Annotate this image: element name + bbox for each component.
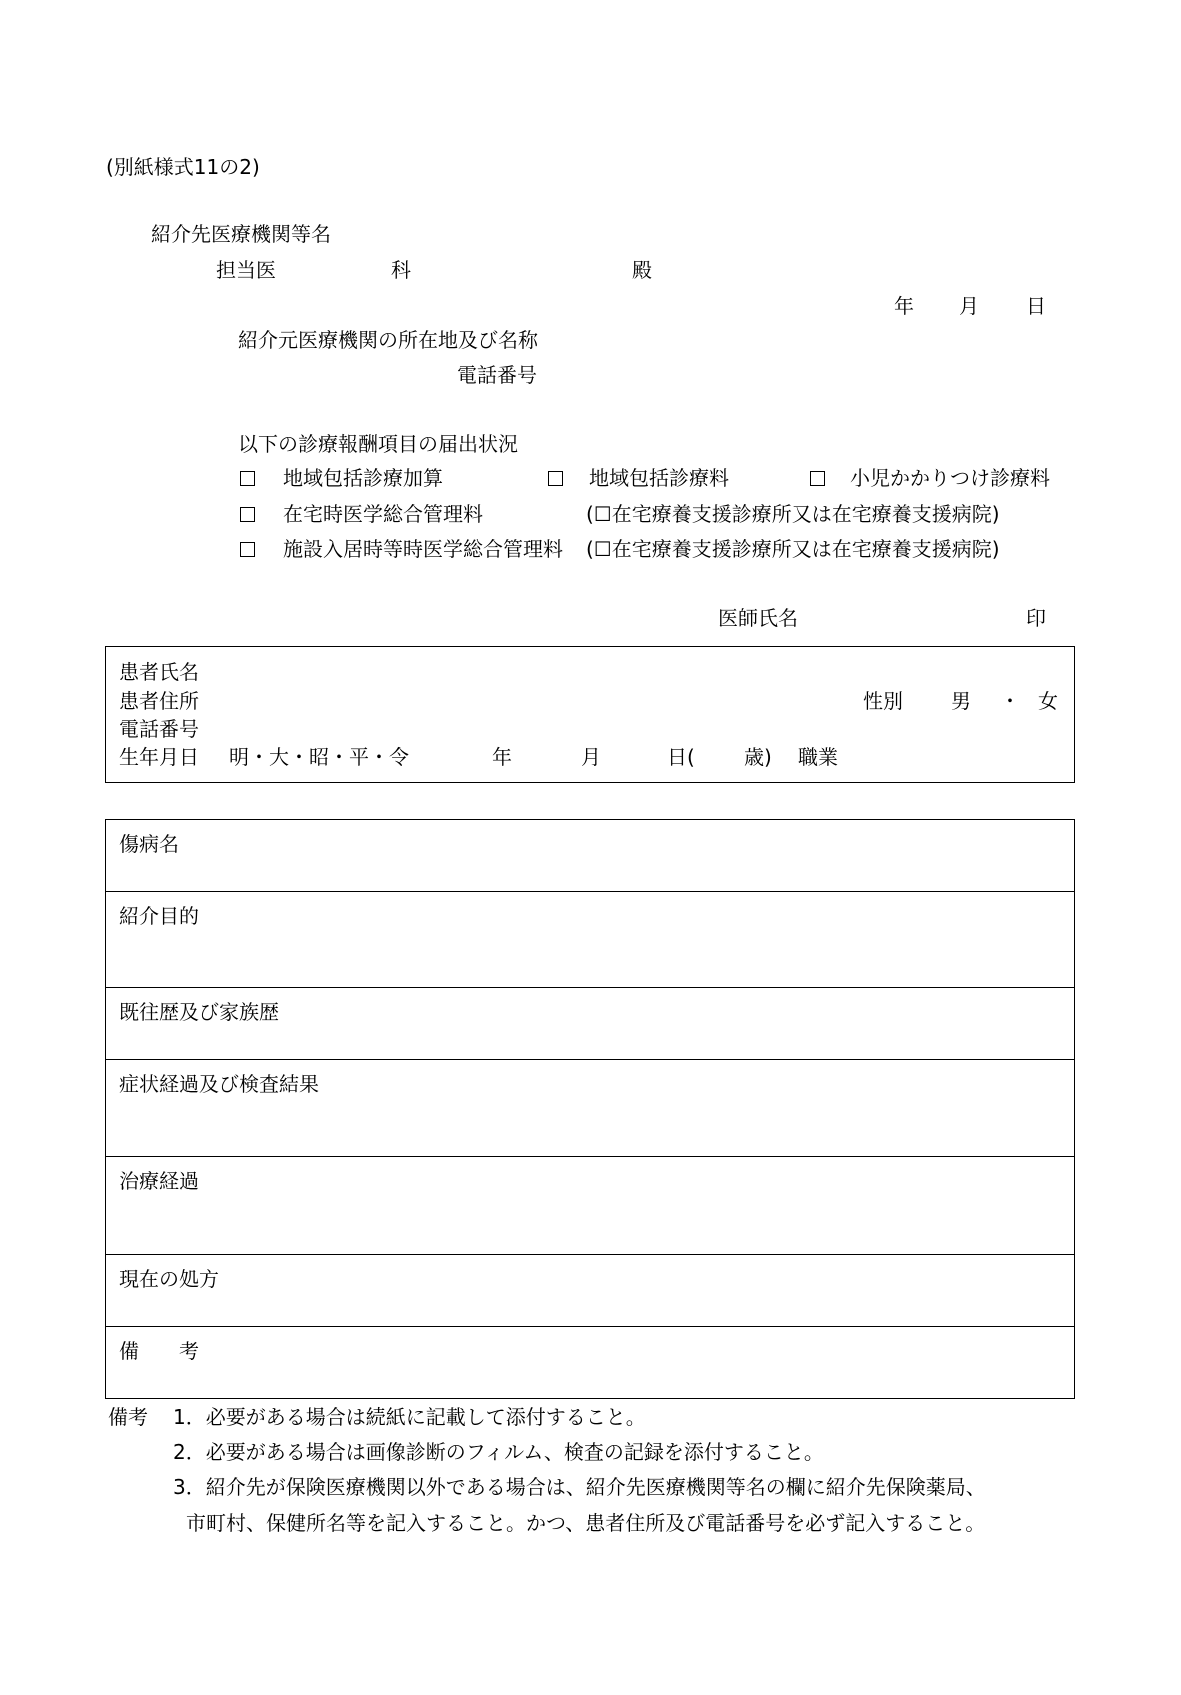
- note-item: 2．必要がある場合は画像診断のフィルム、検査の記録を添付すること。: [173, 1440, 824, 1464]
- section-label: 紹介目的: [119, 904, 199, 928]
- origin-label: 紹介元医療機関の所在地及び名称: [238, 328, 538, 352]
- section-label: 既往歴及び家族歴: [119, 1000, 279, 1024]
- physician-name-label: 医師氏名: [718, 606, 798, 630]
- doctor-label: 担当医: [216, 258, 276, 282]
- occupation-label: 職業: [798, 745, 838, 769]
- dept-label: 科: [391, 258, 411, 282]
- honorific: 殿: [632, 258, 652, 282]
- sex-male: 男: [951, 689, 971, 713]
- sex-label: 性別: [863, 689, 903, 713]
- section-diagnosis: [106, 820, 1074, 892]
- checkbox-note: (☐在宅療養支援診療所又は在宅療養支援病院): [586, 502, 1000, 526]
- note-item: 3．紹介先が保険医療機関以外である場合は、紹介先医療機関等名の欄に紹介先保険薬局、: [173, 1475, 986, 1499]
- patient-address-label: 患者住所: [119, 689, 199, 713]
- sex-separator: ・: [1000, 689, 1020, 713]
- patient-phone-label: 電話番号: [119, 717, 199, 741]
- checkbox-label: 小児かかりつけ診療料: [850, 466, 1050, 490]
- seal-label: 印: [1026, 606, 1046, 630]
- section-label: 傷病名: [119, 832, 179, 856]
- section-history: [106, 988, 1074, 1060]
- form-id: (別紙様式11の2): [106, 155, 260, 179]
- era-options: 明・大・昭・平・令: [229, 745, 409, 769]
- checkbox-item-4[interactable]: [240, 507, 255, 522]
- patient-name-label: 患者氏名: [119, 660, 199, 684]
- checkbox-item-5[interactable]: [240, 542, 255, 557]
- note-item: 市町村、保健所名等を記入すること。かつ、患者住所及び電話番号を必ず記入すること。: [186, 1511, 986, 1535]
- date-year: 年: [894, 294, 914, 318]
- date-month: 月: [959, 294, 979, 318]
- section-symptoms: [106, 1060, 1074, 1157]
- note-item: 1．必要がある場合は続紙に記載して添付すること。: [173, 1405, 646, 1429]
- checkbox-label: 地域包括診療料: [589, 466, 729, 490]
- checkbox-item-1[interactable]: [240, 471, 255, 486]
- age-label: 歳): [744, 745, 772, 769]
- sex-female: 女: [1038, 689, 1058, 713]
- dest-institution-label: 紹介先医療機関等名: [151, 222, 331, 246]
- patient-info-box: [105, 646, 1075, 783]
- checkbox-label: 地域包括診療加算: [283, 466, 443, 490]
- section-label: 備 考: [119, 1339, 199, 1363]
- checkbox-note: (☐在宅療養支援診療所又は在宅療養支援病院): [586, 537, 1000, 561]
- checkbox-label: 在宅時医学総合管理料: [283, 502, 483, 526]
- checkbox-item-3[interactable]: [810, 471, 825, 486]
- birth-month: 月: [581, 745, 601, 769]
- origin-phone-label: 電話番号: [457, 363, 537, 387]
- notification-title: 以下の診療報酬項目の届出状況: [238, 432, 518, 456]
- section-label: 現在の処方: [119, 1267, 219, 1291]
- checkbox-item-2[interactable]: [548, 471, 563, 486]
- section-prescription: [106, 1255, 1074, 1327]
- birth-day: 日(: [667, 745, 695, 769]
- section-remarks: [106, 1327, 1074, 1399]
- section-treatment: [106, 1157, 1074, 1255]
- birth-label: 生年月日: [119, 745, 199, 769]
- notes-label: 備考: [108, 1405, 148, 1429]
- date-day: 日: [1026, 294, 1046, 318]
- birth-year: 年: [492, 745, 512, 769]
- section-label: 症状経過及び検査結果: [119, 1072, 319, 1096]
- section-label: 治療経過: [119, 1169, 199, 1193]
- checkbox-label: 施設入居時等時医学総合管理料: [283, 537, 563, 561]
- section-purpose: [106, 892, 1074, 988]
- clinical-info-box: [105, 819, 1075, 1399]
